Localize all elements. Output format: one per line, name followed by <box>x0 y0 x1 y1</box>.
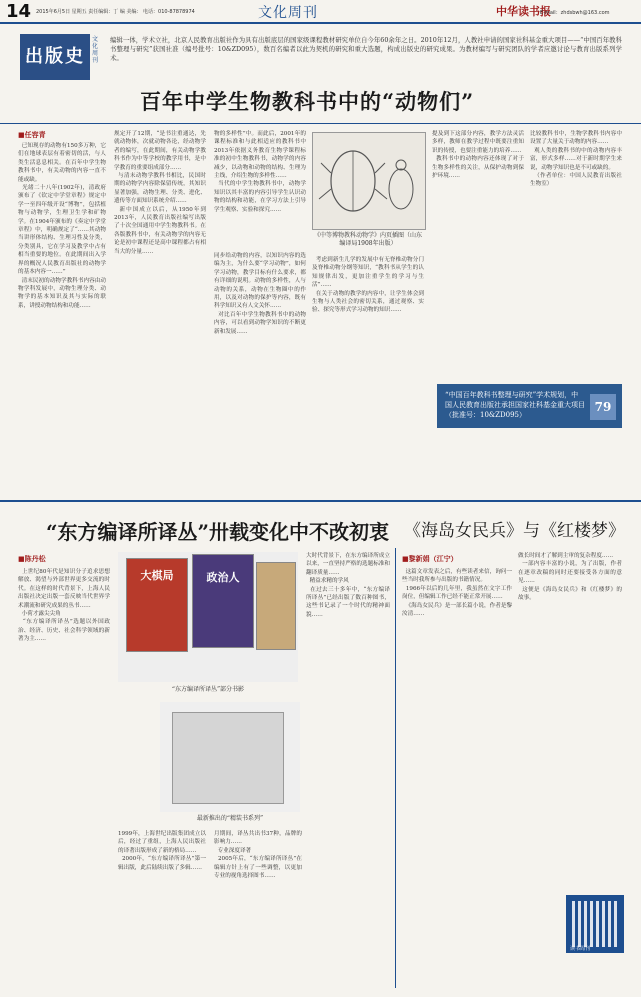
article3-author: ■黎新娟（江宁） <box>402 555 458 563</box>
article1-col1: 已知现存的动物有150多万种，它们在地球表层有着密切的活，与人类生活息息相关。在百年中学生物教科书中，有关动物的内容一直不能或缺。 光绪二十八年(1902年)，清政府颁布了《钦定中学堂章程》规定中学一至四年级开设“博物”，包括植物与动物学，生理卫生学和矿物学。在1904年颁布的《奏定中学堂章程》中，明确规定了“……其动物当讲形体结构、生理习性及分类，分类别具，它在学习及教学中占有相当重要的地位。在此期间出入学界的概况人民教育出版社的动物学的基本内容一……” 清末民初的动物学教科书内容由动物学科发展中，动物生理分类、动物学的基本知识及其与实际的联系，讲授动物结构和功能…… <box>18 143 106 309</box>
qr-label: 读书周刊 <box>570 946 591 952</box>
article2-col2: 1999年，上海世纪出版集团成立以后，经过了重组，上海人民出版社的译著出版形成了新的格局…… 2000年，“东方编译所译丛”第一辑出版，此后陆续出版了多辑…… <box>118 831 206 871</box>
article3-col2: 做长时间才了解到主审的复杂程度…… 一部内容丰富的小说，为了出版，作者在逐章改稿的同时还要接受各方面的意见…… 这便是《海岛女民兵》和《红楼梦》的故事。 <box>518 553 622 602</box>
ad-number: 79 <box>590 394 616 420</box>
beetle-drawing <box>313 133 425 229</box>
newspaper-logo: 中华读书报 <box>496 5 551 18</box>
article1-col7: 比较教科书中，生物学教科书内容中设置了大量关于动物的内容…… 观人类的教科书的中的动物内容丰富，形式多样……对于新时期学生来说，动物学知识也是不可或缺的。 （作者单位：中国人民教育出版社生物室） <box>530 131 622 188</box>
section-title: 文化周刊 <box>258 5 318 21</box>
column-name: 出版史 <box>20 34 90 80</box>
boxed-set-photo <box>160 702 300 812</box>
photo-caption: 最新推出的“精装书系列” <box>196 815 264 822</box>
book-cover <box>126 558 188 652</box>
divider <box>0 123 641 124</box>
book-cover <box>192 554 254 648</box>
book-cover-title: 大棋局 <box>140 569 174 582</box>
ad-text: “中国百年教科书整理与研究”学术规划，中国人民教育出版社承担国家社科基金重大项目（批准号：10&ZD095） <box>445 391 585 419</box>
article1-col2: 规定开了12期，“是书注重通达，先就动物体，次就动物各论，经动物学者的编写，在此期间，有关动物学教科书作为中等学校的教学用书，是中学教育的重要组成部分…… 与清末动物学教科书相比，民国时期的动物学内容除保留传统，其知识显著加强，动物生理、分类、进化、遗传等方面知识系统介绍…… 新中国成立以后，从1950年到2013年，人民教育出版社编写出版了十次全国通用中学生物教科书。在各版教科书中，有关动物学的内容无论是初中课程还是高中课程都占有相当大的分量…… <box>114 131 206 255</box>
section-rule <box>0 500 641 502</box>
qr-pattern <box>572 901 618 947</box>
figure-caption: 《中等博物教科动物学》内页插图（山东编译局1908年出版） <box>313 232 422 247</box>
masthead-email: E-mail：zhdsbwh@163.com <box>540 10 610 16</box>
masthead-info: 2015年6月5日 星期五 责任编辑：丁 编 美编： 电话：010-87878974 <box>36 9 195 15</box>
photo-caption: “东方编译所译丛”部分书影 <box>171 686 245 693</box>
article3-headline: 《海岛女民兵》与《红楼梦》 <box>404 521 625 541</box>
editor-note: 编辑一体，学术立社，北京人民教育出版社作为具有出版底层的国家级课程教材研究单位自今年60余年之日。2010年12月，人教社申请的国家社科基金重大项目——“中国百年教科书整理与研究”获国社准（编号批号：10&ZD095），数百名编者以此为契机的研究和重大选题，构成出版史的研究成果。为教材编写与研究团队的学者应邀讨论与教育出版系列学术。 <box>110 36 622 62</box>
article2-col3: 月期间，译丛共出书37种，品牌的影响力…… 专业深度译著 2005年后，“东方编译所译丛”在编辑方针上有了一些调整，以更加专业的视角选择图书…… <box>214 831 302 880</box>
ad-banner <box>437 384 622 428</box>
article2-author: ■陈丹松 <box>18 555 46 563</box>
book-cover-title: 政治人 <box>206 571 240 584</box>
article2-col1: 上世纪80年代是知识分子追求思想解放、渴望与外部世界更多交流的时代。在这样的时代背景下，上海人民出版社决定出版一套反映当代世界学术潮流和研究成果的丛书…… 小荷才露尖尖角 “东方编译所译丛”选题以外国政治、经济、历史、社会科学领域的新著为主…… <box>18 569 110 643</box>
article2-col4: 大时代背景下，在东方编译所成立以来，一直坚持严格的选题标准和翻译质量…… 精益求精的学风 在过去三十多年中，“东方编译所译丛”已经出版了数百种图书，这些书记录了一个时代的精神面貌…… <box>306 553 390 618</box>
column-sub: 文化周刊 <box>92 36 99 64</box>
article2-headline: “东方编译所译丛”卅载变化中不改初衷 <box>46 520 390 544</box>
article1-col4: 同步给动物的内容，以知识内容的选编为主，为什么要“学习动物”，如何学习动物，教学目标有什么要求，都有详细的说明。动物的多样性，人与动物的关系，动物在生物圈中的作用，以及对动物的保护等内容，既有科学知识又有人文关怀…… 对比百年中学生物教科书中的动物内容，可以看到动物学知识的不断更新和发展…… <box>214 253 306 335</box>
article1-author: ■任容青 <box>18 131 46 139</box>
book-box <box>172 712 284 804</box>
page-number: 14 <box>6 1 32 22</box>
article3-col1: 这篇文章发表之后，有些读者来信，询问一些当时我所参与出版的书籍情况。 1966年以后的几年里，我虽然在文字工作岗位，但编辑工作已经不能正常开展…… 《海岛女民兵》是一部长篇小说，作者是黎汝清…… <box>402 569 512 618</box>
specimen-illustration <box>312 132 426 230</box>
article1-col3: 物的多样性”中。而此后，2001年的课程标准和与此相适应的教科书中2013年依据义务教育生物学课程标准的初中生物教科书，动物学的内容减少，以动物和动物的结构、生理为主线，介绍生物的多样性…… 当代的中学生物教科书中，动物学知识以其丰富的内容引导学生认识动物的结构和功能，在学习方法上引导学生观察、实验和探究…… <box>214 131 306 213</box>
article1-headline: 百年中学生物教科书中的“动物们” <box>140 89 475 114</box>
book-cover <box>256 562 296 650</box>
column-divider <box>395 548 396 988</box>
article1-col5: 考虑到新生儿学的发展中有无脊椎动物分门及脊椎动物分纲等知识，“教科书从学生的认知规律出发，更加注重学生的学习与生活”…… 在关于动物的教学的内容中，让学生体会到生物与人类社会的密切关系，通过观察、实验、探究等形式学习动物的知识…… <box>312 257 424 314</box>
book-covers-photo <box>118 552 298 682</box>
qr-code <box>566 895 624 953</box>
article1-col6: 提及到下这部分内容，教学方法灵活多样，教师在教学过程中既要注重知识的传授，也要注重能力的培养…… 教科书中的动物内容还体现了对于生物多样性的关注，从保护动物到保护环境…… <box>432 131 524 180</box>
